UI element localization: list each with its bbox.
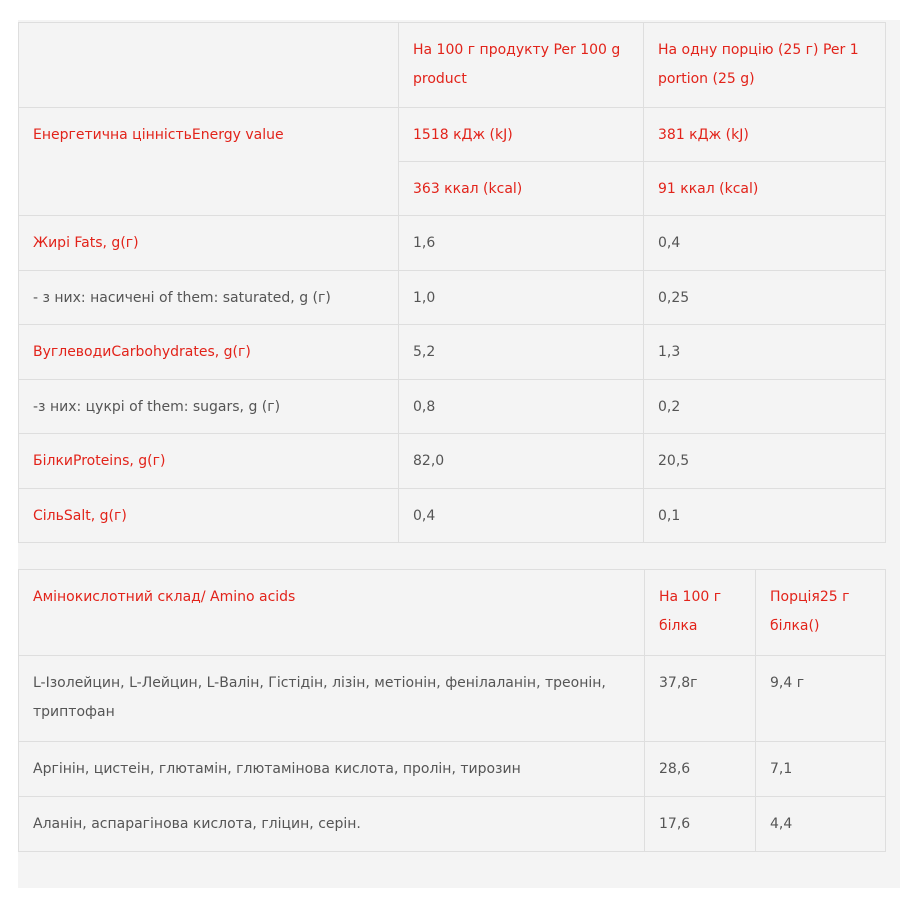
table-row <box>19 216 886 271</box>
row-value-portion: 0,25 <box>644 271 886 325</box>
row-value-100g: 1518 кДж (kJ) <box>399 108 644 162</box>
row-value-portion: 381 кДж (kJ) <box>644 108 886 162</box>
row-value-100g: 37,8г <box>645 656 756 742</box>
table-row <box>19 271 886 325</box>
row-value-portion: 0,1 <box>644 489 886 543</box>
row-value-portion: 1,3 <box>644 325 886 380</box>
row-value-100g: 5,2 <box>399 325 644 380</box>
row-label: - з них: насичені of them: saturated, g (г) <box>19 271 399 325</box>
row-label: БілкиProteins, g(г) <box>19 434 399 489</box>
row-label: СільSalt, g(г) <box>19 489 399 543</box>
row-value-100g: 82,0 <box>399 434 644 489</box>
amino-acids-table <box>18 569 886 852</box>
nutrition-table <box>18 22 886 543</box>
row-value-portion: 91 ккал (kcal) <box>644 162 886 216</box>
table-row <box>19 380 886 434</box>
table-row <box>19 162 886 216</box>
row-label: ВуглеводиCarbohydrates, g(г) <box>19 325 399 380</box>
row-value-100g: 1,6 <box>399 216 644 271</box>
row-label: L-Ізолейцин, L-Лейцин, L-Валін, Гістідін, лізін, метіонін, фенілаланін, треонін, триптофан <box>19 656 645 742</box>
row-value-portion: 7,1 <box>756 742 886 797</box>
table-row <box>19 325 886 380</box>
row-label: Аланін, аспарагінова кислота, гліцин, серін. <box>19 797 645 852</box>
header-amino-label: Амінокислотний склад/ Amino acids <box>19 570 645 656</box>
table-row <box>19 656 886 742</box>
row-label <box>19 162 399 216</box>
row-value-100g: 17,6 <box>645 797 756 852</box>
row-label: Аргінін, цистеін, глютамін, глютамінова кислота, пролін, тирозин <box>19 742 645 797</box>
row-value-portion: 0,4 <box>644 216 886 271</box>
row-label: Жирі Fats, g(г) <box>19 216 399 271</box>
table-row <box>19 108 886 162</box>
header-per-100g: На 100 г продукту Per 100 g product <box>399 23 644 108</box>
row-value-100g: 0,8 <box>399 380 644 434</box>
row-value-100g: 1,0 <box>399 271 644 325</box>
row-value-portion: 4,4 <box>756 797 886 852</box>
header-per-portion: Порція25 г білка() <box>756 570 886 656</box>
row-value-portion: 0,2 <box>644 380 886 434</box>
table-header-row <box>19 23 886 108</box>
row-value-100g: 363 ккал (kcal) <box>399 162 644 216</box>
table-row <box>19 489 886 543</box>
row-value-portion: 9,4 г <box>756 656 886 742</box>
row-value-100g: 28,6 <box>645 742 756 797</box>
table-row <box>19 434 886 489</box>
row-label: Енергетична цінністьEnergy value <box>19 108 399 162</box>
row-label: -з них: цукрі of them: sugars, g (г) <box>19 380 399 434</box>
row-value-portion: 20,5 <box>644 434 886 489</box>
header-per-100g: На 100 г білка <box>645 570 756 656</box>
header-empty-cell <box>19 23 399 108</box>
table-row <box>19 797 886 852</box>
table-row <box>19 742 886 797</box>
table-header-row <box>19 570 886 656</box>
row-value-100g: 0,4 <box>399 489 644 543</box>
header-per-portion: На одну порцію (25 г) Per 1 portion (25 g) <box>644 23 886 108</box>
